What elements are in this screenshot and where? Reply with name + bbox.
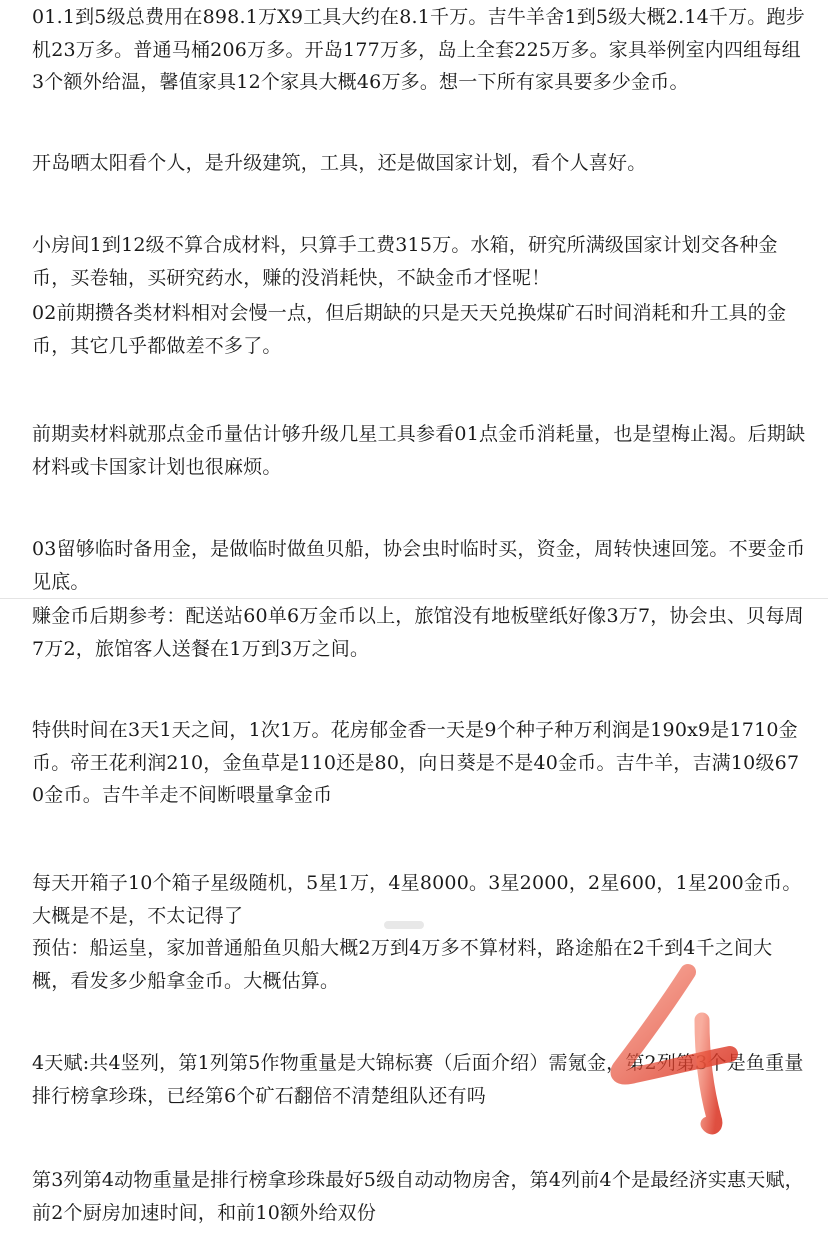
paragraph-early-materials: 02前期攒各类材料相对会慢一点，但后期缺的只是天天兑换煤矿石时间消耗和升工具的金币，其它几乎都做差不多了。	[32, 302, 787, 357]
paragraph-shipping-estimate: 预估：船运皇，家加普通船鱼贝船大概2万到4万多不算材料，路途船在2千到4千之间大概，看发多少船拿金币。大概估算。	[32, 937, 773, 992]
paragraph-reserve-funds: 03留够临时备用金，是做临时做鱼贝船，协会虫时临时买，资金，周转快速回笼。不要金币见底。	[32, 538, 806, 593]
faint-watermark-mark	[384, 921, 424, 929]
paragraph-talents-2: 第3列第4动物重量是排行榜拿珍珠最好5级自动动物房舍，第4列前4个是最经济实惠天赋，前2个厨房加速时间，和前10额外给双份	[32, 1169, 804, 1224]
paragraph-total-cost: 01.1到5级总费用在898.1万X9工具大约在8.1千万。吉牛羊舍1到5级大概2.14千万。跑步机23万多。普通马桶206万多。开岛177万多，岛上全套225万多。家具举例室内四组每组3个额外给温，馨值家具12个家具大概46万多。想一下所有家具要多少金币。	[32, 6, 805, 93]
paragraph-selling-materials: 前期卖材料就那点金币量估计够升级几星工具参看01点金币消耗量，也是望梅止渴。后期缺材料或卡国家计划也很麻烦。	[32, 423, 806, 478]
paragraph-late-earnings-reference: 赚金币后期参考：配送站60单6万金币以上，旅馆没有地板壁纸好像3万7，协会虫、贝每周7万2，旅馆客人送餐在1万到3万之间。	[32, 605, 804, 660]
paragraph-small-room: 小房间1到12级不算合成材料，只算手工费315万。水箱，研究所满级国家计划交各种金币，买卷轴，买研究药水，赚的没消耗快，不缺金币才怪呢！	[32, 234, 778, 289]
paragraph-daily-boxes: 每天开箱子10个箱子星级随机，5星1万，4星8000。3星2000，2星600，1星200金币。大概是不是，不太记得了	[32, 872, 802, 927]
handwritten-4-watermark	[590, 950, 750, 1150]
paragraph-special-supply: 特供时间在3天1天之间，1次1万。花房郁金香一天是9个种子种万利润是190x9是1710金币。帝王花利润210，金鱼草是110还是80，向日葵是不是40金币。吉牛羊，吉满10级670金币。吉牛羊走不间断喂量拿金币	[32, 719, 800, 806]
watermark-stroke-diagonal	[618, 972, 730, 1077]
paragraph-island-sunbathing: 开岛晒太阳看个人，是升级建筑，工具，还是做国家计划，看个人喜好。	[32, 152, 647, 174]
watermark-stroke-vertical	[702, 1020, 715, 1127]
paragraph-talents-1: 4天赋:共4竖列，第1列第5作物重量是大锦标赛（后面介绍）需氪金，第2列第3个是鱼重量排行榜拿珍珠，已经第6个矿石翻倍不清楚组队还有吗	[32, 1052, 804, 1107]
screenshot-seam-divider	[0, 598, 828, 599]
